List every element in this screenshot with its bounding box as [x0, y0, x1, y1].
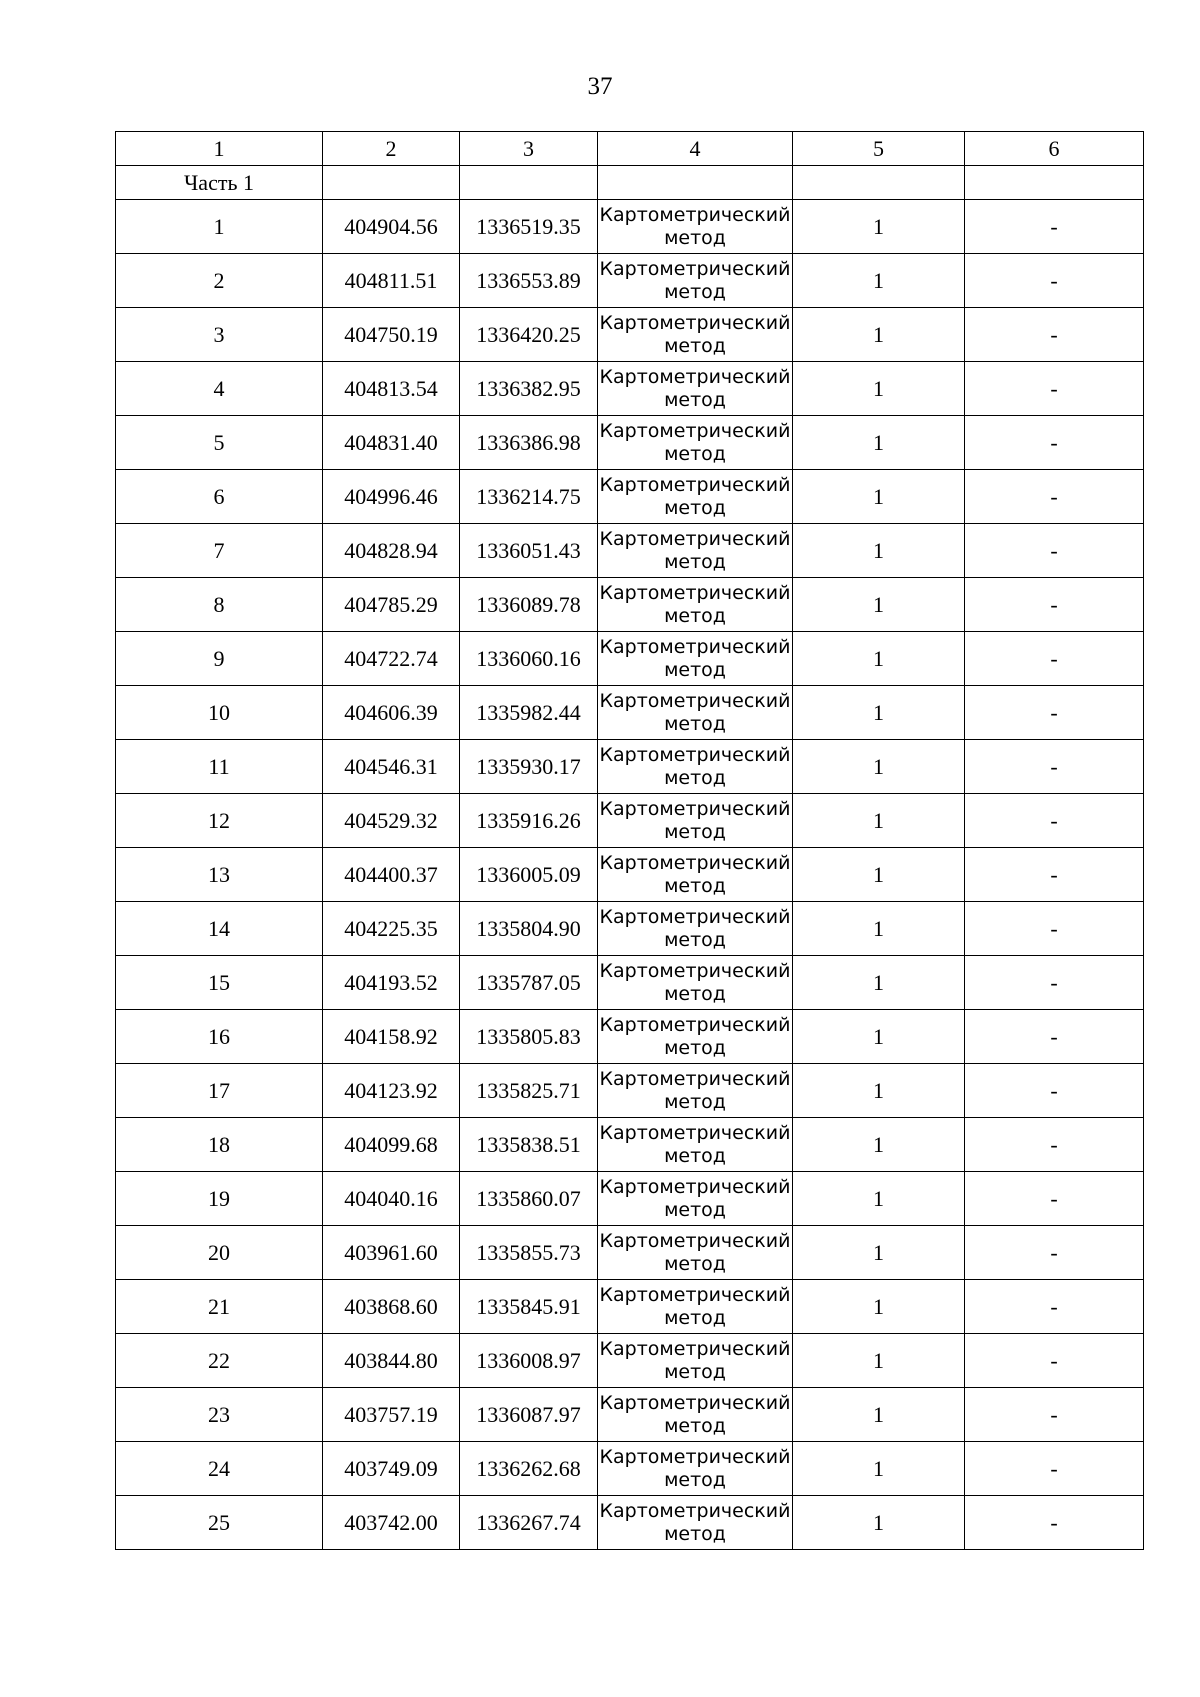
accuracy-value: 1 [793, 416, 965, 470]
method-cell [598, 1118, 793, 1172]
coordinate-y: 1335982.44 [460, 686, 598, 740]
point-number: 19 [116, 1172, 323, 1226]
method-line-2: метод [664, 712, 726, 735]
coordinate-x: 404904.56 [323, 200, 460, 254]
method-cell [598, 362, 793, 416]
point-number: 8 [116, 578, 323, 632]
table-row [116, 1496, 1144, 1550]
point-number: 7 [116, 524, 323, 578]
part-row [116, 166, 1144, 200]
method-cell [598, 956, 793, 1010]
coordinate-y: 1335930.17 [460, 740, 598, 794]
coordinate-y: 1335805.83 [460, 1010, 598, 1064]
method-line-1: Картометрический [599, 851, 791, 874]
note-value: - [965, 1226, 1144, 1280]
note-value: - [965, 362, 1144, 416]
method-line-1: Картометрический [599, 311, 791, 334]
point-number: 22 [116, 1334, 323, 1388]
method-line-1: Картометрический [599, 1283, 791, 1306]
method-line-1: Картометрический [599, 959, 791, 982]
empty-cell [965, 166, 1144, 200]
coordinate-y: 1336005.09 [460, 848, 598, 902]
table-row [116, 578, 1144, 632]
method-line-2: метод [664, 1360, 726, 1383]
coordinate-x: 404831.40 [323, 416, 460, 470]
note-value: - [965, 578, 1144, 632]
coordinate-y: 1335855.73 [460, 1226, 598, 1280]
method-line-2: метод [664, 442, 726, 465]
accuracy-value: 1 [793, 308, 965, 362]
accuracy-value: 1 [793, 1226, 965, 1280]
accuracy-value: 1 [793, 1388, 965, 1442]
point-number: 23 [116, 1388, 323, 1442]
accuracy-value: 1 [793, 200, 965, 254]
table-row [116, 308, 1144, 362]
method-line-2: метод [664, 928, 726, 951]
table-row [116, 1280, 1144, 1334]
note-value: - [965, 308, 1144, 362]
accuracy-value: 1 [793, 848, 965, 902]
coordinate-y: 1336267.74 [460, 1496, 598, 1550]
coordinate-x: 404400.37 [323, 848, 460, 902]
coordinate-x: 404811.51 [323, 254, 460, 308]
point-number: 11 [116, 740, 323, 794]
coordinate-y: 1336519.35 [460, 200, 598, 254]
method-line-2: метод [664, 766, 726, 789]
point-number: 6 [116, 470, 323, 524]
accuracy-value: 1 [793, 686, 965, 740]
accuracy-value: 1 [793, 1280, 965, 1334]
method-line-1: Картометрический [599, 1067, 791, 1090]
accuracy-value: 1 [793, 1496, 965, 1550]
accuracy-value: 1 [793, 1172, 965, 1226]
method-cell [598, 578, 793, 632]
table-row [116, 1226, 1144, 1280]
method-line-2: метод [664, 874, 726, 897]
coordinate-x: 404193.52 [323, 956, 460, 1010]
accuracy-value: 1 [793, 632, 965, 686]
coordinate-y: 1336553.89 [460, 254, 598, 308]
note-value: - [965, 254, 1144, 308]
coordinate-x: 404750.19 [323, 308, 460, 362]
accuracy-value: 1 [793, 1010, 965, 1064]
column-header: 6 [965, 132, 1144, 166]
note-value: - [965, 686, 1144, 740]
table-row [116, 254, 1144, 308]
method-cell [598, 524, 793, 578]
method-cell [598, 200, 793, 254]
table-row [116, 848, 1144, 902]
accuracy-value: 1 [793, 524, 965, 578]
method-cell [598, 1442, 793, 1496]
method-cell [598, 794, 793, 848]
accuracy-value: 1 [793, 362, 965, 416]
method-line-1: Картометрический [599, 689, 791, 712]
method-line-1: Картометрический [599, 1229, 791, 1252]
method-line-2: метод [664, 1090, 726, 1113]
point-number: 25 [116, 1496, 323, 1550]
coordinate-x: 404040.16 [323, 1172, 460, 1226]
coordinate-x: 404099.68 [323, 1118, 460, 1172]
coordinate-y: 1336089.78 [460, 578, 598, 632]
table-body [116, 132, 1144, 1550]
method-cell [598, 1064, 793, 1118]
coordinate-x: 404785.29 [323, 578, 460, 632]
note-value: - [965, 956, 1144, 1010]
table-row [116, 1118, 1144, 1172]
empty-cell [460, 166, 598, 200]
point-number: 13 [116, 848, 323, 902]
table-row [116, 1442, 1144, 1496]
table-row [116, 1388, 1144, 1442]
coordinate-x: 403868.60 [323, 1280, 460, 1334]
coordinate-x: 404722.74 [323, 632, 460, 686]
table-row [116, 1172, 1144, 1226]
method-line-2: метод [664, 604, 726, 627]
point-number: 12 [116, 794, 323, 848]
column-header: 5 [793, 132, 965, 166]
coordinate-y: 1336382.95 [460, 362, 598, 416]
table-row [116, 902, 1144, 956]
accuracy-value: 1 [793, 254, 965, 308]
point-number: 3 [116, 308, 323, 362]
method-cell [598, 470, 793, 524]
part-label: Часть 1 [116, 166, 323, 200]
point-number: 24 [116, 1442, 323, 1496]
point-number: 15 [116, 956, 323, 1010]
method-cell [598, 416, 793, 470]
method-cell [598, 1226, 793, 1280]
method-cell [598, 632, 793, 686]
accuracy-value: 1 [793, 1334, 965, 1388]
column-header: 1 [116, 132, 323, 166]
method-line-1: Картометрический [599, 1499, 791, 1522]
accuracy-value: 1 [793, 740, 965, 794]
note-value: - [965, 1334, 1144, 1388]
coordinate-y: 1336051.43 [460, 524, 598, 578]
method-line-2: метод [664, 388, 726, 411]
point-number: 18 [116, 1118, 323, 1172]
method-cell [598, 1280, 793, 1334]
table-row [116, 1010, 1144, 1064]
method-line-1: Картометрический [599, 527, 791, 550]
coordinate-x: 403757.19 [323, 1388, 460, 1442]
note-value: - [965, 1388, 1144, 1442]
note-value: - [965, 524, 1144, 578]
method-line-2: метод [664, 658, 726, 681]
table-row [116, 632, 1144, 686]
coordinate-x: 404606.39 [323, 686, 460, 740]
point-number: 10 [116, 686, 323, 740]
method-line-2: метод [664, 982, 726, 1005]
point-number: 14 [116, 902, 323, 956]
method-line-1: Картометрический [599, 257, 791, 280]
method-cell [598, 1172, 793, 1226]
method-line-1: Картометрический [599, 1391, 791, 1414]
coordinate-y: 1335804.90 [460, 902, 598, 956]
point-number: 9 [116, 632, 323, 686]
note-value: - [965, 794, 1144, 848]
method-cell [598, 1388, 793, 1442]
method-cell [598, 1496, 793, 1550]
accuracy-value: 1 [793, 1118, 965, 1172]
method-line-1: Картометрический [599, 797, 791, 820]
note-value: - [965, 740, 1144, 794]
method-line-1: Картометрический [599, 473, 791, 496]
coordinate-y: 1335845.91 [460, 1280, 598, 1334]
coordinate-x: 404158.92 [323, 1010, 460, 1064]
note-value: - [965, 200, 1144, 254]
table-row [116, 956, 1144, 1010]
method-line-1: Картометрический [599, 1445, 791, 1468]
coordinate-y: 1336060.16 [460, 632, 598, 686]
method-line-2: метод [664, 550, 726, 573]
coordinate-y: 1335916.26 [460, 794, 598, 848]
column-header: 3 [460, 132, 598, 166]
method-cell [598, 740, 793, 794]
header-row [116, 132, 1144, 166]
coordinate-x: 404225.35 [323, 902, 460, 956]
coordinate-x: 404828.94 [323, 524, 460, 578]
note-value: - [965, 1172, 1144, 1226]
accuracy-value: 1 [793, 1442, 965, 1496]
coordinate-y: 1335825.71 [460, 1064, 598, 1118]
method-line-1: Картометрический [599, 743, 791, 766]
note-value: - [965, 1496, 1144, 1550]
point-number: 17 [116, 1064, 323, 1118]
coordinate-y: 1336214.75 [460, 470, 598, 524]
table-row [116, 362, 1144, 416]
coordinate-y: 1336386.98 [460, 416, 598, 470]
coordinate-x: 403844.80 [323, 1334, 460, 1388]
empty-cell [323, 166, 460, 200]
accuracy-value: 1 [793, 956, 965, 1010]
point-number: 20 [116, 1226, 323, 1280]
table-row [116, 794, 1144, 848]
method-line-1: Картометрический [599, 1013, 791, 1036]
coordinate-y: 1336420.25 [460, 308, 598, 362]
coordinate-x: 404529.32 [323, 794, 460, 848]
method-line-2: метод [664, 1468, 726, 1491]
method-cell [598, 308, 793, 362]
table-row [116, 470, 1144, 524]
method-cell [598, 1334, 793, 1388]
note-value: - [965, 1280, 1144, 1334]
coordinate-y: 1336262.68 [460, 1442, 598, 1496]
method-line-1: Картометрический [599, 203, 791, 226]
point-number: 5 [116, 416, 323, 470]
note-value: - [965, 470, 1144, 524]
table-row [116, 1334, 1144, 1388]
note-value: - [965, 416, 1144, 470]
method-line-1: Картометрический [599, 581, 791, 604]
method-cell [598, 254, 793, 308]
coordinate-x: 403749.09 [323, 1442, 460, 1496]
coordinate-y: 1336008.97 [460, 1334, 598, 1388]
method-line-1: Картометрический [599, 1175, 791, 1198]
method-line-2: метод [664, 820, 726, 843]
note-value: - [965, 848, 1144, 902]
method-cell [598, 848, 793, 902]
point-number: 4 [116, 362, 323, 416]
point-number: 2 [116, 254, 323, 308]
method-line-2: метод [664, 1198, 726, 1221]
accuracy-value: 1 [793, 578, 965, 632]
note-value: - [965, 1064, 1144, 1118]
table-row [116, 1064, 1144, 1118]
coordinate-y: 1335838.51 [460, 1118, 598, 1172]
note-value: - [965, 1010, 1144, 1064]
coordinate-x: 403961.60 [323, 1226, 460, 1280]
table-row [116, 200, 1144, 254]
method-line-2: метод [664, 1522, 726, 1545]
accuracy-value: 1 [793, 470, 965, 524]
note-value: - [965, 902, 1144, 956]
note-value: - [965, 632, 1144, 686]
method-cell [598, 686, 793, 740]
coordinate-y: 1335860.07 [460, 1172, 598, 1226]
column-header: 2 [323, 132, 460, 166]
method-line-2: метод [664, 1144, 726, 1167]
table-row [116, 740, 1144, 794]
method-line-1: Картометрический [599, 905, 791, 928]
coordinate-y: 1336087.97 [460, 1388, 598, 1442]
method-line-2: метод [664, 334, 726, 357]
accuracy-value: 1 [793, 902, 965, 956]
method-line-2: метод [664, 1036, 726, 1059]
method-line-2: метод [664, 1252, 726, 1275]
point-number: 16 [116, 1010, 323, 1064]
coordinate-x: 404546.31 [323, 740, 460, 794]
accuracy-value: 1 [793, 794, 965, 848]
method-line-1: Картометрический [599, 419, 791, 442]
method-cell [598, 902, 793, 956]
empty-cell [793, 166, 965, 200]
empty-cell [598, 166, 793, 200]
method-line-2: метод [664, 280, 726, 303]
table-row [116, 686, 1144, 740]
point-number: 1 [116, 200, 323, 254]
method-line-1: Картометрический [599, 1121, 791, 1144]
method-cell [598, 1010, 793, 1064]
coordinate-x: 404123.92 [323, 1064, 460, 1118]
table-row [116, 524, 1144, 578]
coordinate-x: 404813.54 [323, 362, 460, 416]
point-number: 21 [116, 1280, 323, 1334]
method-line-2: метод [664, 226, 726, 249]
coordinate-x: 403742.00 [323, 1496, 460, 1550]
note-value: - [965, 1442, 1144, 1496]
method-line-1: Картометрический [599, 1337, 791, 1360]
page-number: 37 [587, 73, 613, 100]
coordinate-y: 1335787.05 [460, 956, 598, 1010]
method-line-1: Картометрический [599, 635, 791, 658]
method-line-2: метод [664, 1414, 726, 1437]
method-line-2: метод [664, 1306, 726, 1329]
accuracy-value: 1 [793, 1064, 965, 1118]
method-line-2: метод [664, 496, 726, 519]
note-value: - [965, 1118, 1144, 1172]
coordinate-x: 404996.46 [323, 470, 460, 524]
coordinates-table [115, 131, 1144, 1550]
column-header: 4 [598, 132, 793, 166]
method-line-1: Картометрический [599, 365, 791, 388]
table-row [116, 416, 1144, 470]
